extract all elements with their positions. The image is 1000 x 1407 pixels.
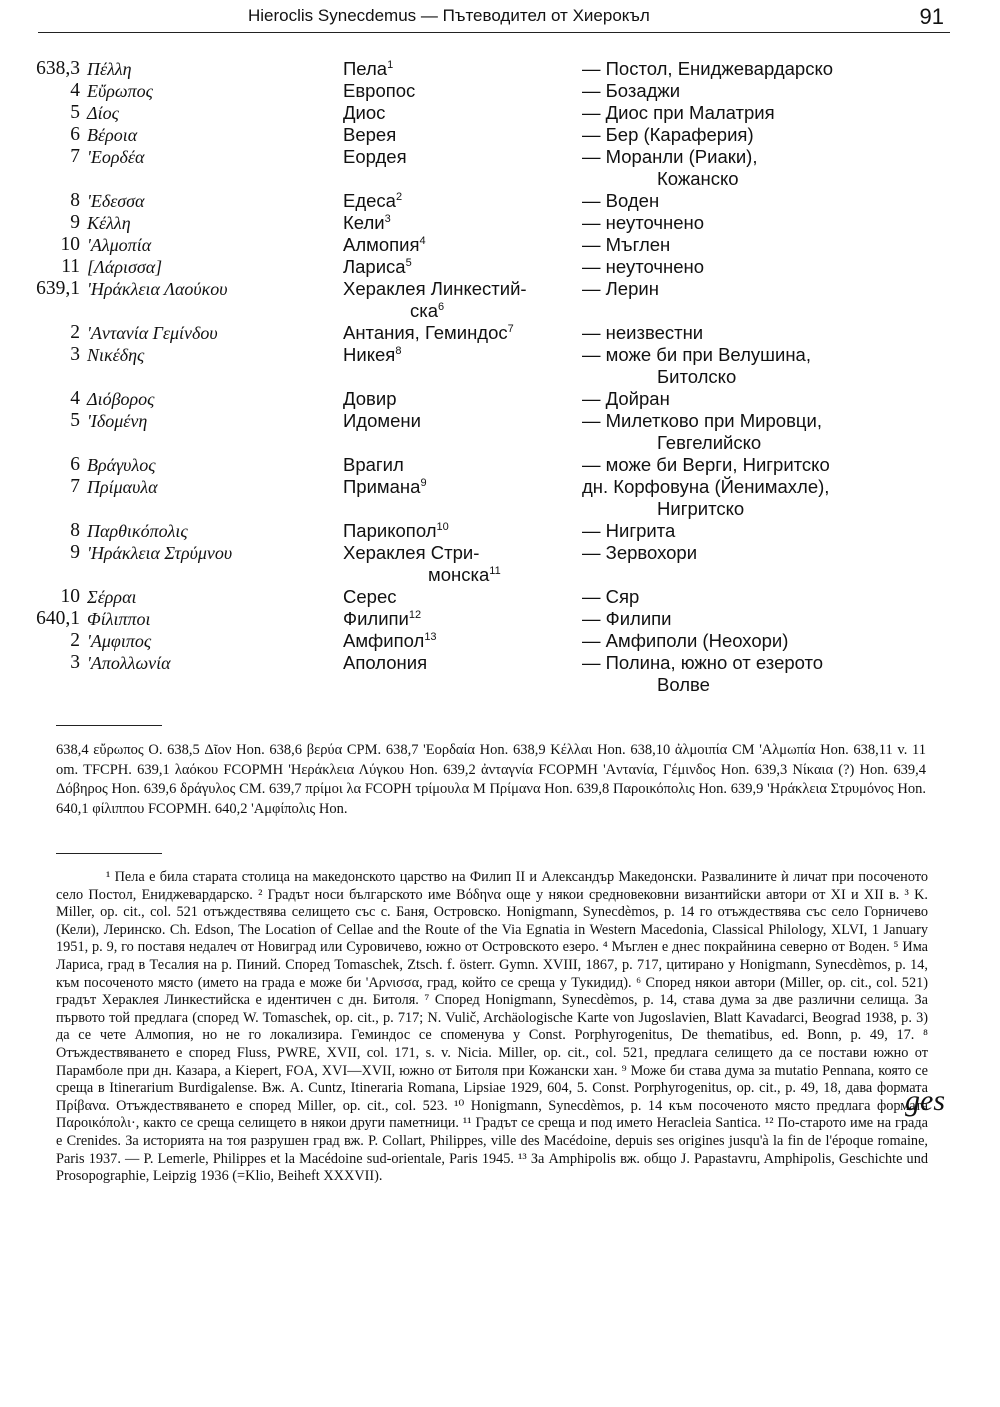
entry-number: 10: [60, 586, 80, 607]
identification: — Бер (Караферия): [582, 124, 754, 145]
bulgarian-name: Херaклея Линкестий-: [343, 278, 527, 299]
identification-cont: Волве: [657, 674, 710, 695]
footnote-ref: 12: [408, 608, 422, 621]
footnote-ref: 9: [420, 476, 427, 489]
entry-number: 5: [70, 102, 80, 123]
greek-name: 'Iδομένη: [87, 411, 148, 431]
running-title: Hierоclis Synecdemus — Пътеводител от Хиерокъл: [248, 6, 650, 25]
bulgarian-name: Хераклея Стри-: [343, 542, 480, 563]
entry-number: 4: [70, 388, 80, 409]
greek-name: Nικέδης: [87, 345, 145, 365]
bulgarian-name: Аполония: [343, 652, 428, 673]
identification: — Моранли (Риаки),: [582, 146, 758, 167]
entry-number: 10: [60, 234, 80, 255]
bulgarian-name: Никея$^8$: [343, 344, 402, 365]
handwritten-margin-note: ges: [905, 1084, 945, 1117]
greek-name: Σέρραι: [87, 587, 137, 607]
footnote-ref: 2: [395, 190, 403, 203]
bulgarian-name: Еордея: [343, 146, 407, 167]
footnote-ref: 4: [419, 234, 426, 247]
entry-number: 3: [70, 652, 80, 673]
greek-name: Πέλλη: [87, 59, 132, 79]
apparatus-divider: [56, 725, 162, 726]
bulgarian-name: Лариса$^5$: [343, 256, 412, 277]
greek-name: 'Eδεσσα: [87, 191, 145, 211]
identification: — неизвестни: [582, 322, 704, 343]
footnote-ref: 1: [387, 58, 394, 71]
bulgarian-name: Врагил: [343, 454, 404, 475]
greek-name: Παρθικόπολις: [87, 521, 188, 541]
entry-number: 638,3: [36, 58, 80, 79]
identification: — Нигрита: [582, 520, 676, 541]
identification: — Амфиполи (Неохори): [582, 630, 789, 651]
greek-name: 'Hράκλεια Λαούκου: [87, 279, 228, 299]
greek-name: 'Eορδέα: [87, 147, 145, 167]
identification: — може би при Велушина,: [582, 344, 811, 365]
identification: — може би Верги, Нигритско: [582, 454, 830, 475]
bulgarian-name-cont: монска$^{11}$: [428, 564, 501, 585]
critical-apparatus: 638,4 εὔρωπος O. 638,5 Δῖον Hon. 638,6 βερύα CPM. 638,7 'Eορδαία Hon. 638,9 Κέλλαι Hon. 638,10 ἀλμοιπία CM 'Aλμωπία Hon. 638,11 v. 11 om. TFCPH. 639,1 λαόκου FCOPMH 'Hεράκλεια Λύγκου Hon. 639,2 ἀνταγνία FCOPMH 'Aντανία, Γέμινδος Hon. 639,3 Νίκαια (?) Hon. 639,4 Δόβηρος Hon. 639,6 δράγυλος CM. 639,7 πρίμοι λα FCOPH τρίμουλα M Πρίμανα Hon. 639,8 Παροικόπολις Hon. 639,9 'Hράκλεια Στρυμόνος Hon. 640,1 φίλιππου FCOPMH. 640,2 'Aμφίπολις Hon.: [56, 742, 926, 817]
greek-name: 'Aπολλωνία: [87, 653, 171, 673]
entry-number: 9: [70, 212, 80, 233]
bulgarian-name: Европос: [343, 80, 416, 101]
entry-number: 7: [70, 146, 80, 167]
footnote-ref: 3: [384, 212, 391, 225]
greek-name: Βέροια: [87, 125, 138, 145]
identification-cont: Битолско: [657, 366, 737, 387]
greek-name: Δίος: [87, 103, 119, 123]
bulgarian-name: Верея: [343, 124, 397, 145]
bulgarian-name: Довир: [343, 388, 397, 409]
entry-number: 6: [70, 124, 80, 145]
entry-number: 640,1: [36, 608, 80, 629]
greek-name: Διόβορος: [87, 389, 155, 409]
entry-number: 4: [70, 80, 80, 101]
identification: — неуточнено: [582, 212, 704, 233]
identification: — Воден: [582, 190, 660, 211]
footnote-ref: 10: [436, 520, 449, 533]
entry-number: 7: [70, 476, 80, 497]
footnote-ref: 5: [405, 256, 412, 269]
bulgarian-name: Парикопол$^{10}$: [343, 520, 449, 541]
bulgarian-name: Серес: [343, 586, 397, 607]
footnotes-text: ¹ Пела е била старата столица на македонското царство на Филип II и Александър Македонски. Развалините ѝ личат при посоченото село Постол, Ениджевардарско. ² Градът носи българското име Βόδηνα още у някои средновековни византийски автори от XI и XII в. ³ K. Miller, op. cit., col. 521 отъждествява селището със с. Баня, Островско. Honigmann, Synecdèmos, p. 14 го отъждествява със село Горничево (Кели), Леринско. Ch. Edson, The Location of Cellae and the Route of the Via Egnatia in Western Macedonia, Classical Philology, XLVI, 1 January 1951, p. 9, го поставя недалеч от Новиград или Суровичево, южно от Островското езеро. ⁴ Мъглен е днес покрайнина северно от Воден. ⁵ Има Лариса, град в Тесалия на р. Пиний. Според Tomaschek, Ztsch. f. österr. Gymn. XVIII, 1867, p. 717, цитирано у Honigmann, Synecdèmos, p. 14, към посоченото място (името на града е може би 'Aρνισσα, град, който се среща у Тукидид). ⁶ Според някои автори (Miller, op. cit., col. 521) градът Хераклея Линкестийска е идентичен с дн. Битоля. ⁷ Според Honigmann, Synecdèmos, p. 14, става дума за две различни селища. За първото той предлага (според W. Tomaschek, op. cit., p. 717; N. Vulič, Archäologische Karte von Jugoslavien, Blatt Kavadarci, Beograd 1938, p. 3) да се чете Алмопия, но не го локализира. Геминдос се споменува у Const. Porphyrogenitus, De thematibus, ed. Bonn, p. 49, 17. ⁸ Отъждествяването е според Fluss, PWRE, XVII, col. 171, s. v. Nicia. Miller, op. cit., col. 521, предлага селището да се постави южно от Парамболе при дн. Казара, а Kiepert, FOA, XVI—XVII, южно от Битоля при Кожански хан. ⁹ Може би става дума за mutatio Pennana, която се среща в Itinerarium Burdigalense. Вж. A. Cuntz, Itineraria Romana, Lipsiae 1929, 604, 5. Const. Porphyrogenitus, op. cit., p. 49, 18, дава формата Πρίβανα. Отъждествяването е според Miller, op. cit., col. 523. ¹⁰ Honigmann, Synecdèmos, p. 14 към посоченото място предлага формата Παροικόπολι·, както се среща селището в някои други паметници. ¹¹ Градът се среща и под името Heracleia Santica. ¹² По-старото име на града е Crenides. За историята на тоя разрушен град вж. P. Collart, Philippes, ville des Macédoine, depuis ses origines jusqu'à la fin de l'époque romaine, Paris 1937. — P. Lemerle, Philippes et la Macédoine sud-orientale, Paris 1945. ¹³ За Amphipolis вж. общо J. Papastavru, Amphipolis, Geschichte und Prosopographie, Leipzig 1936 (=Klio, Beiheft XXXVII).: [56, 869, 928, 1185]
greek-name: Φίλιπποι: [87, 609, 151, 629]
greek-name: Κέλλη: [87, 213, 131, 233]
identification: — неуточнено: [582, 256, 704, 277]
bulgarian-name: Едеса$^2$: [343, 190, 403, 211]
identification: — Полина, южно от езерото: [582, 652, 824, 673]
bulgarian-name: Амфипол$^{13}$: [343, 630, 437, 651]
greek-name: [Λάρισσα]: [87, 257, 163, 277]
entry-number: 9: [70, 542, 80, 563]
identification: — Филипи: [582, 608, 672, 629]
page-number: 91: [919, 4, 944, 29]
footnote-divider: [56, 853, 162, 854]
entry-number: 2: [70, 630, 80, 651]
identification: — Мъглен: [582, 234, 671, 255]
bulgarian-name: Идомени: [343, 410, 421, 431]
bulgarian-name: Диос: [343, 102, 386, 123]
bulgarian-name: Антания, Геминдос$^7$: [343, 322, 514, 343]
entry-number: 5: [70, 410, 80, 431]
footnote-ref: 11: [489, 564, 501, 577]
running-header: [38, 2, 950, 33]
entry-number: 8: [70, 190, 80, 211]
footnotes: [56, 869, 928, 1186]
identification: — Лерин: [582, 278, 659, 299]
entry-number: 6: [70, 454, 80, 475]
identification: — Дойран: [582, 388, 670, 409]
bulgarian-name: Примана$^9$: [343, 476, 427, 497]
identification: — Бозаджи: [582, 80, 681, 101]
greek-name: 'Aμφιπος: [87, 631, 152, 651]
entry-number: 2: [70, 322, 80, 343]
identification-cont: Гевгелийско: [657, 432, 762, 453]
footnote-ref: 7: [507, 322, 514, 335]
identification: — Сяр: [582, 586, 640, 607]
bulgarian-name-cont: ска$^6$: [410, 300, 445, 321]
entry-number: 8: [70, 520, 80, 541]
bulgarian-name: Пела$^1$: [343, 58, 394, 79]
entry-number: 639,1: [36, 278, 80, 299]
greek-name: 'Aλμοπία: [87, 235, 152, 255]
bulgarian-name: Филипи$^{12}$: [343, 608, 422, 629]
entry-number: 11: [61, 256, 80, 277]
identification: — Диос при Малатрия: [582, 102, 775, 123]
greek-name: Εὔρωπος: [87, 81, 153, 101]
bulgarian-name: Кели$^3$: [343, 212, 391, 233]
identification-cont: Нигритско: [657, 498, 745, 519]
greek-name: Πρίμαυλα: [87, 477, 158, 497]
identification: дн. Корфовуна (Йенимахле),: [582, 476, 830, 497]
identification: — Зервохори: [582, 542, 698, 563]
greek-name: 'Aντανία Γεμίνδου: [87, 323, 218, 343]
footnote-ref: 8: [395, 344, 402, 357]
greek-name: 'Hράκλεια Στρύμνου: [87, 543, 233, 563]
identification-cont: Кожанско: [657, 168, 739, 189]
footnote-ref: 6: [438, 300, 445, 313]
identification: — Милетково при Мировци,: [582, 410, 822, 431]
identification: — Постол, Eниджевардарско: [582, 58, 834, 79]
footnote-ref: 13: [424, 630, 437, 643]
entry-number: 3: [70, 344, 80, 365]
greek-name: Bράγυλος: [87, 455, 156, 475]
bulgarian-name: Алмопия$^4$: [343, 234, 426, 255]
